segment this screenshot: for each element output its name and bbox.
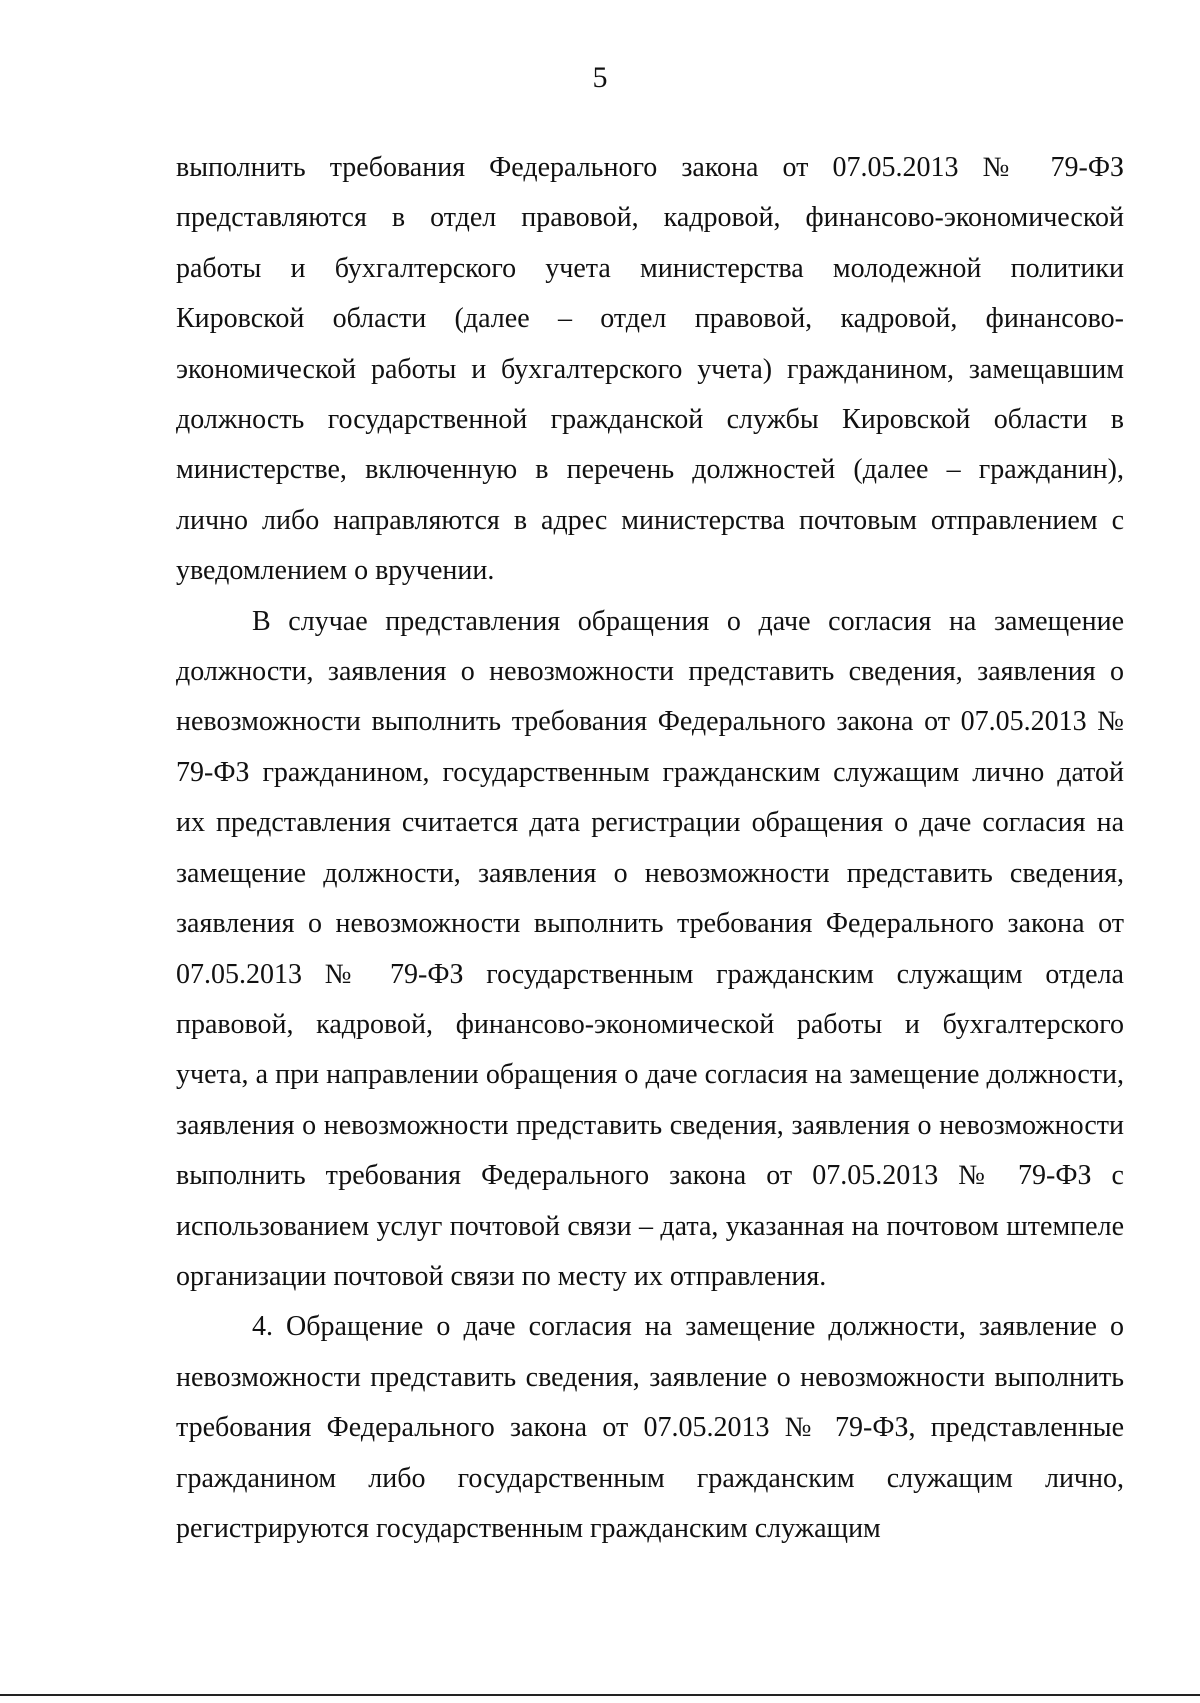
document-body <box>176 143 1124 1554</box>
page-number: 5 <box>592 61 608 94</box>
paragraph-1: выполнить требования Федерального закона от 07.05.2013 № 79-ФЗ представляются в отдел правовой, кадровой, финансово-экономической работы и бухгалтерского учета министерства молодежной политики Кировской области (далее – отдел правовой, кадровой, финансово-экономической работы и бухгалтерского учета) гражданином, замещавшим должность государственной гражданской службы Кировской области в министерстве, включенную в перечень должностей (далее – гражданин), лично либо направляются в адрес министерства почтовым отправлением с уведомлением о вручении. <box>176 152 1124 587</box>
paragraph-2: В случае представления обращения о даче согласия на замещение должности, заявления о невозможности представить сведения, заявления о невозможности выполнить требования Федерального закона от 07.05.2013 № 79-ФЗ гражданином, государственным гражданским служащим лично датой их представления считается дата регистрации обращения о даче согласия на замещение должности, заявления о невозможности представить сведения, заявления о невозможности выполнить требования Федерального закона от 07.05.2013 № 79-ФЗ государственным гражданским служащим отдела правовой, кадровой, финансово-экономической работы и бухгалтерского учета, а при направлении обращения о даче согласия на замещение должности, заявления о невозможности представить сведения, заявления о невозможности выполнить требования Федерального закона от 07.05.2013 № 79-ФЗ с использованием услуг почтовой связи – дата, указанная на почтовом штемпеле организации почтовой связи по месту их отправления. <box>176 605 1124 1292</box>
scan-bottom-edge <box>0 1694 1200 1696</box>
paragraph-3: 4. Обращение о даче согласия на замещение должности, заявление о невозможности представить сведения, заявление о невозможности выполнить требования Федерального закона от 07.05.2013 № 79-ФЗ, представленные гражданином либо государственным гражданским служащим лично, регистрируются государственным гражданским служащим <box>176 1311 1124 1544</box>
